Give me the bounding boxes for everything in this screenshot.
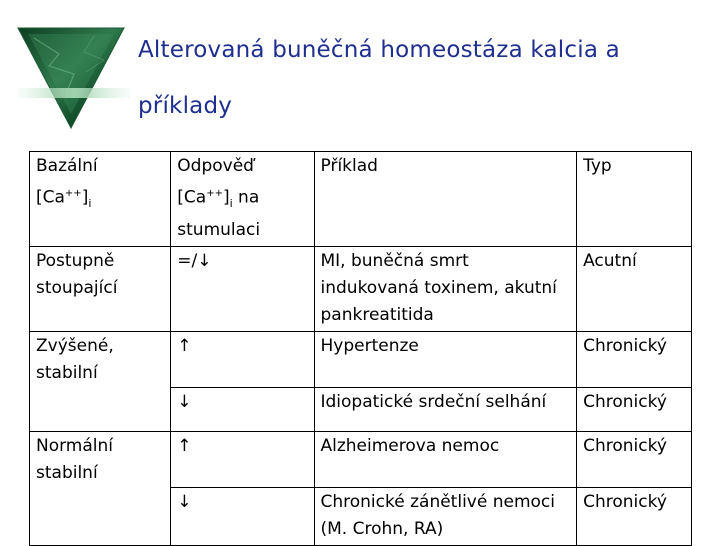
header-type: Typ	[577, 152, 692, 247]
header-example: Příklad	[314, 152, 577, 247]
title-line-2: příklady	[138, 93, 233, 119]
cell-basal	[30, 332, 171, 432]
table-row	[30, 432, 692, 488]
cell-response: =/↓	[171, 247, 314, 332]
header-response-ca	[177, 180, 308, 217]
header-response-label: Odpověď	[177, 156, 254, 176]
cell-type: Acutní	[577, 247, 692, 332]
header-basal-ca-end: ]	[81, 187, 89, 208]
cell-response: ↓	[171, 488, 314, 546]
cell-type: Chronický	[577, 332, 692, 388]
cell-basal-line1: Zvýšené,	[36, 336, 114, 357]
header-response	[171, 152, 314, 247]
cell-response: ↑	[171, 332, 314, 388]
table-header-row	[30, 152, 692, 247]
header-basal-ca	[36, 180, 165, 217]
header-basal-ca-text: [Ca	[36, 187, 65, 208]
cell-response: ↓	[171, 388, 314, 432]
calcium-homeostasis-table	[29, 151, 692, 546]
header-basal-ca-sub: i	[88, 197, 92, 211]
header-basal-label: Bazální	[36, 156, 98, 176]
cell-example: Idiopatické srdeční selhání	[314, 388, 577, 432]
header-response-ca-end: ]	[222, 187, 230, 208]
cell-basal-line2: stoupající	[36, 278, 118, 299]
cell-type: Chronický	[577, 388, 692, 432]
page-title	[138, 22, 708, 134]
cell-example: Hypertenze	[314, 332, 577, 388]
header-response-stimulation: stumulaci	[177, 220, 261, 241]
cell-basal-line2: stabilní	[36, 463, 98, 484]
header-response-ca-sub: i	[229, 197, 233, 211]
green-triangle-logo-icon	[14, 24, 132, 130]
header-basal-ca-sup: ++	[64, 188, 82, 199]
header-response-ca-text: [Ca	[177, 187, 207, 208]
header-response-rest: na	[232, 187, 260, 208]
cell-basal-line1: Normální	[36, 436, 114, 457]
header-response-ca-sup: ++	[206, 188, 223, 199]
cell-type: Chronický	[577, 432, 692, 488]
cell-type: Chronický	[577, 488, 692, 546]
table-row	[30, 332, 692, 388]
cell-basal-line2: stabilní	[36, 363, 98, 384]
table-row	[30, 247, 692, 332]
cell-basal	[30, 247, 171, 332]
header-basal	[30, 152, 171, 247]
cell-example: Chronické zánětlivé nemoci (M. Crohn, RA)	[314, 488, 577, 546]
cell-example: MI, buněčná smrt indukovaná toxinem, akutní pankreatitida	[314, 247, 577, 332]
cell-basal	[30, 432, 171, 546]
cell-response: ↑	[171, 432, 314, 488]
cell-example: Alzheimerova nemoc	[314, 432, 577, 488]
cell-basal-line1: Postupně	[36, 251, 115, 272]
title-line-1: Alterovaná buněčná homeostáza kalcia a	[138, 37, 620, 63]
